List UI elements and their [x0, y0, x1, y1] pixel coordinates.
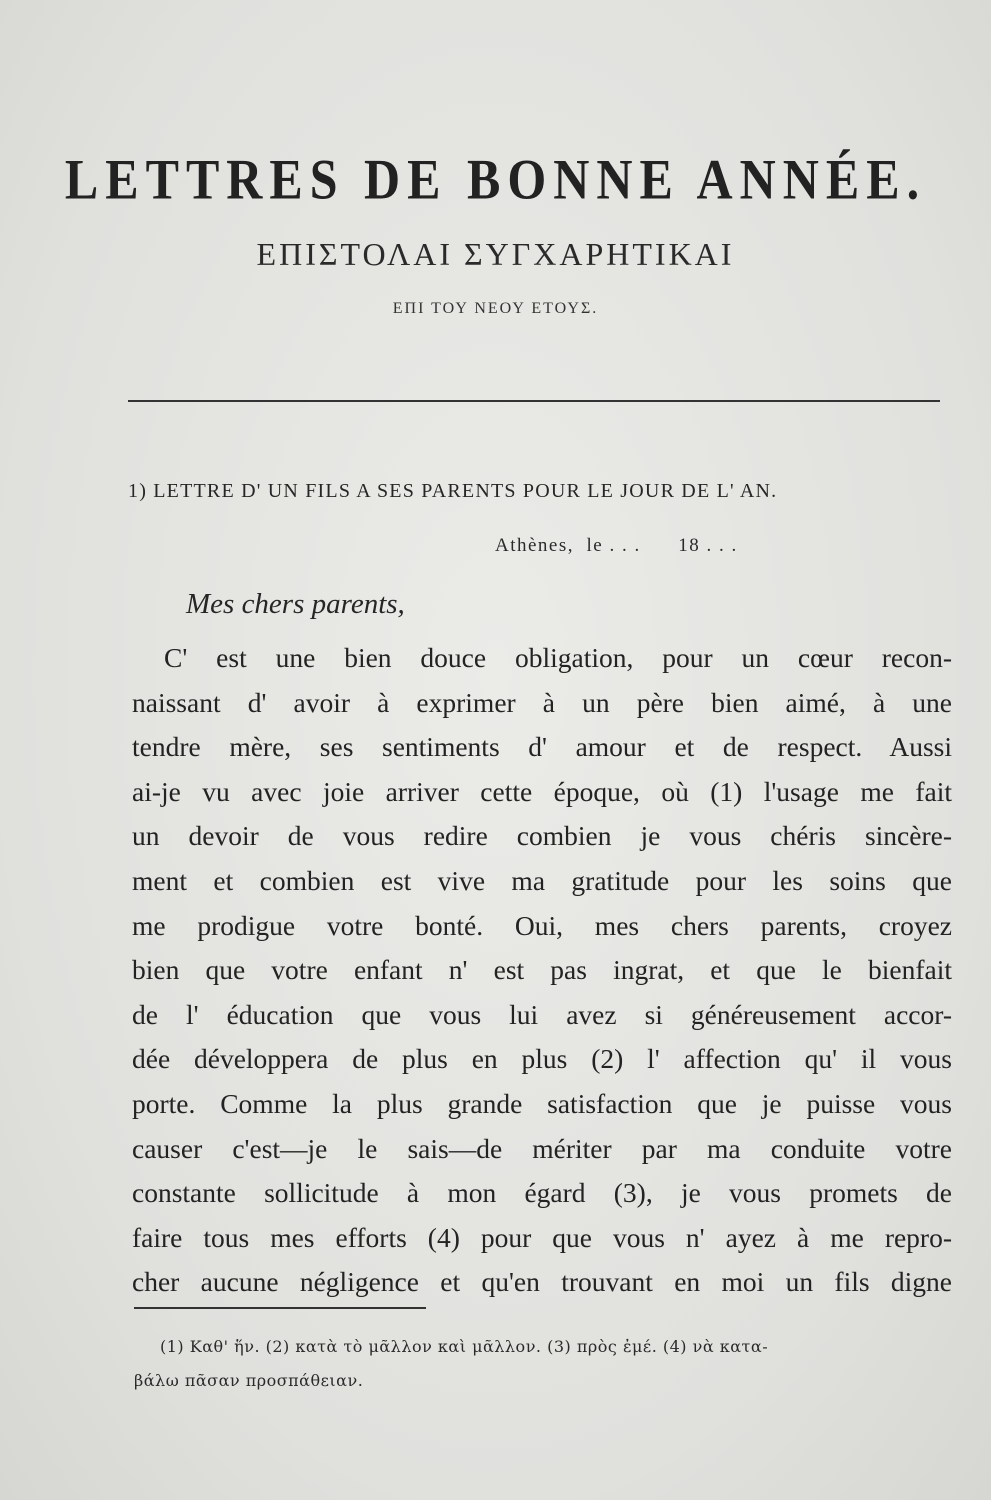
body-line: ai-je vu avec joie arriver cette époque, où (1) l'usage me fait [132, 775, 952, 807]
body-line: dée développera de plus en plus (2) l' affection qu' il vous [132, 1043, 952, 1075]
footnote-divider [134, 1307, 426, 1309]
letter-heading: 1) LETTRE D' UN FILS A SES PARENTS POUR LE JOUR DE L' AN. [128, 480, 778, 502]
body-line: C' est une bien douce obligation, pour un cœur recon- [164, 642, 952, 673]
letter-salutation: Mes chers parents, [186, 588, 405, 620]
body-line: me prodigue votre bonté. Oui, mes chers parents, croyez [132, 909, 952, 941]
body-line: de l' éducation que vous lui avez si généreusement accor- [132, 998, 952, 1030]
body-line: tendre mère, ses sentiments d' amour et de respect. Aussi [132, 731, 952, 763]
body-line: ment et combien est vive ma gratitude pour les soins que [132, 864, 952, 896]
page-title: LETTRES DE BONNE ANNÉE. [64, 146, 927, 212]
footnotes [134, 1330, 960, 1398]
letter-body [132, 636, 952, 1305]
body-line: faire tous mes efforts (4) pour que vous n' ayez à me repro- [132, 1221, 952, 1253]
footnote-line: (1) Καθ' ἥν. (2) κατὰ τὸ μᾶλλον καὶ μᾶλλον. (3) πρὸς ἐμέ. (4) νὰ κατα- [160, 1337, 769, 1356]
body-line: un devoir de vous redire combien je vous chéris sincère- [132, 820, 952, 852]
footnote-line: βάλω πᾶσαν προσπάθειαν. [134, 1371, 364, 1390]
body-line: naissant d' avoir à exprimer à un père bien aimé, à une [132, 686, 952, 718]
body-line: bien que votre enfant n' est pas ingrat, et que le bienfait [132, 954, 952, 986]
body-line: porte. Comme la plus grande satisfaction que je puisse vous [132, 1087, 952, 1119]
body-line: causer c'est—je le sais—de mériter par ma conduite votre [132, 1132, 952, 1164]
letter-dateline: Athènes, le . . . 18 . . . [495, 535, 738, 556]
header-divider [128, 400, 940, 402]
greek-subtitle: ΕΠΙΣΤΟΛΑΙ ΣΥΓΧΑΡΗΤΙΚΑΙ [256, 236, 735, 272]
body-line: constante sollicitude à mon égard (3), je vous promets de [132, 1177, 952, 1209]
body-line: cher aucune négligence et qu'en trouvant en moi un fils digne [132, 1266, 952, 1298]
greek-subsubtitle: ΕΠΙ ΤΟΥ ΝΕΟΥ ΕΤΟΥΣ. [392, 300, 599, 317]
